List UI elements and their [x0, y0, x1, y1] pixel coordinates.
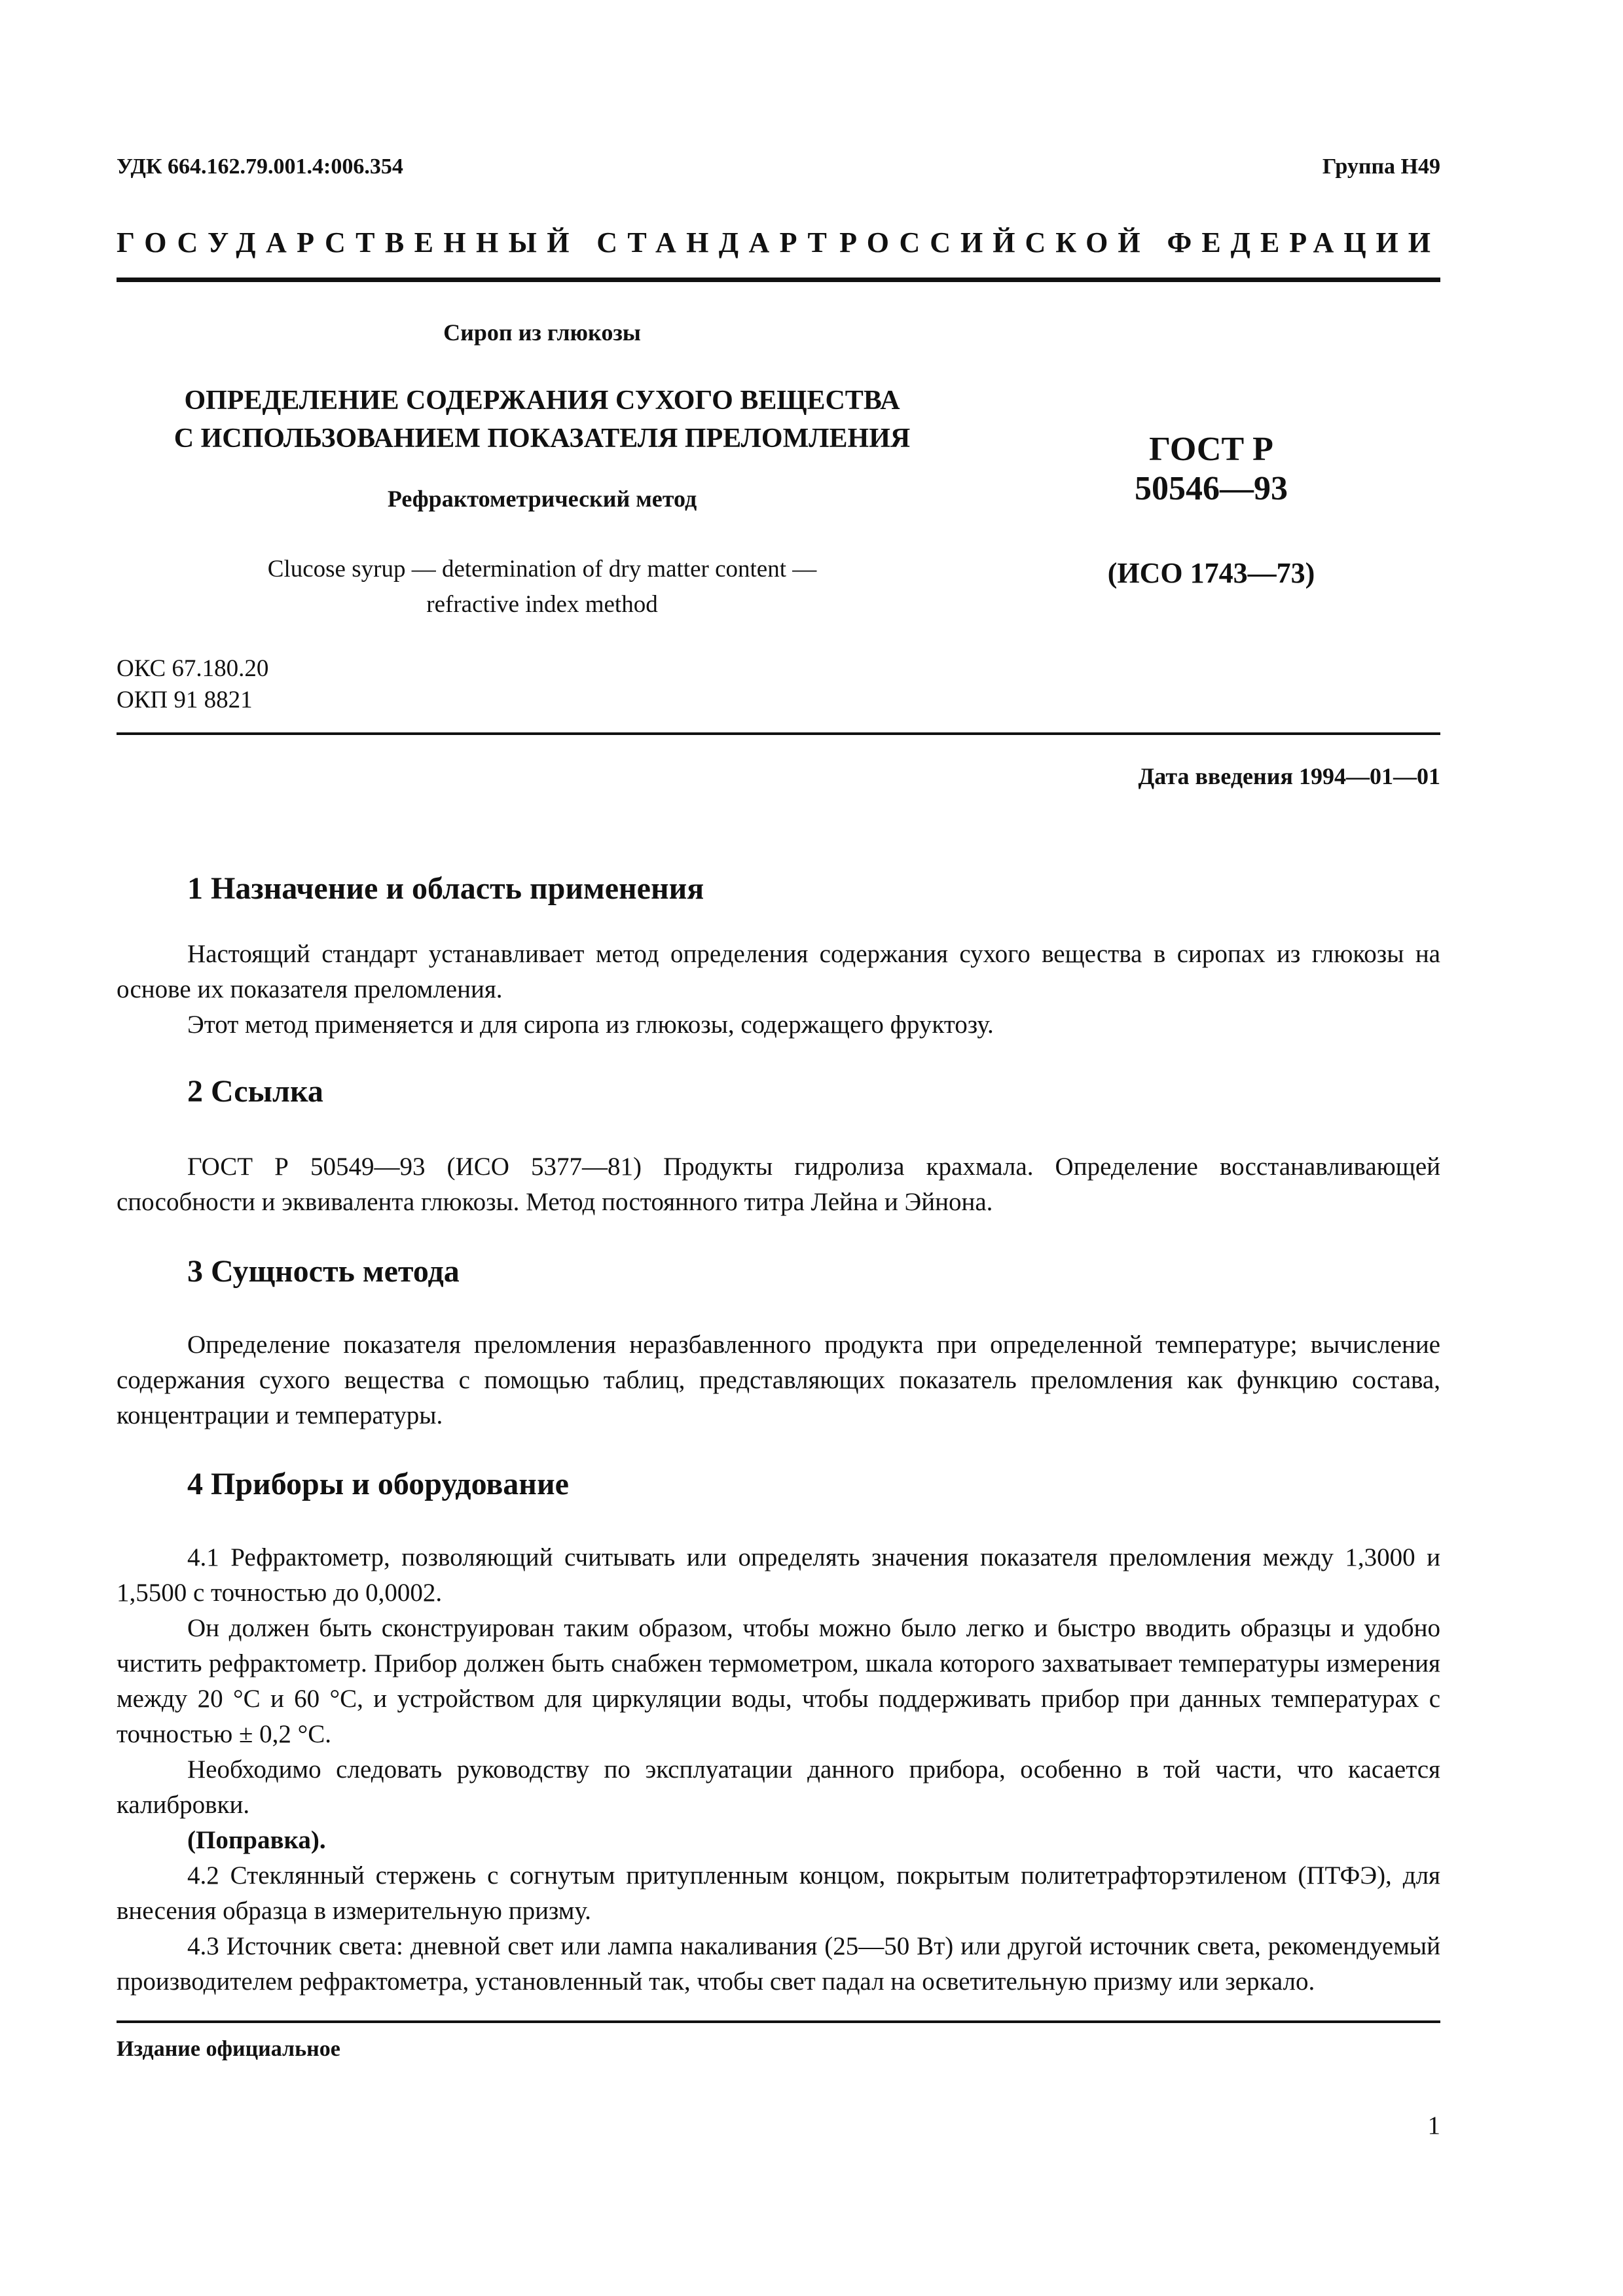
title-line-1: ОПРЕДЕЛЕНИЕ СОДЕРЖАНИЯ СУХОГО ВЕЩЕСТВА [184, 386, 900, 416]
section-4-paragraph-5: 4.2 Стеклянный стержень с согнутым притупленным концом, покрытым политетрафторэтиленом (ПТФЭ), для внесения образца в измерительную призму. [117, 1861, 1440, 1925]
state-standard-banner [117, 226, 1440, 259]
section-4-body [117, 1540, 1440, 2000]
section-2-body [117, 1149, 1440, 1220]
english-title-line-2: refractive index method [426, 591, 658, 618]
section-1-body [117, 937, 1440, 1043]
section-3-body [117, 1327, 1440, 1433]
introduction-date: Дата введения 1994—01—01 [1138, 763, 1440, 789]
section-1-paragraph-1: Настоящий стандарт устанавливает метод определения содержания сухого вещества в сиропах из глюкозы на основе их показателя преломления. [117, 940, 1440, 1003]
title-line-2: С ИСПОЛЬЗОВАНИЕМ ПОКАЗАТЕЛЯ ПРЕЛОМЛЕНИЯ [173, 423, 911, 454]
gost-designation [1015, 430, 1408, 509]
footer-divider [117, 2020, 1440, 2023]
group-code: Группа Н49 [1322, 154, 1440, 179]
edition-label: Издание официальное [117, 2037, 340, 2061]
state-standard-left: ГОСУДАРСТВЕННЫЙ СТАНДАРТ [117, 226, 837, 259]
section-4-paragraph-2: Он должен быть сконструирован таким образом, чтобы можно было легко и быстро вводить образцы и удобно чистить рефрактометр. Прибор должен быть снабжен термометром, шкала которого захватывает температуры измерения между 20 °С и 60 °С, и устройством для циркуляции воды, чтобы поддерживать прибор при данных температурах с точностью ± 0,2 °С. [117, 1614, 1440, 1748]
document-title [117, 382, 968, 457]
section-2-heading: 2 Ссылка [187, 1074, 323, 1109]
section-4-paragraph-1: 4.1 Рефрактометр, позволяющий считывать или определять значения показателя преломления между 1,3000 и 1,5500 с точностью до 0,0002. [117, 1543, 1440, 1607]
section-1-paragraph-2: Этот метод применяется и для сиропа из глюкозы, содержащего фруктозу. [187, 1011, 994, 1039]
english-title [117, 552, 968, 622]
gost-line-1: ГОСТ Р [1149, 431, 1273, 468]
header-divider [117, 278, 1440, 282]
oks-code: ОКС 67.180.20 [117, 655, 269, 682]
section-1-heading: 1 Назначение и область применения [187, 871, 704, 906]
section-2-paragraph-1: ГОСТ Р 50549—93 (ИСО 5377—81) Продукты гидролиза крахмала. Определение восстанавливающей способности и эквивалента глюкозы. Метод постоянного титра Лейна и Эйнона. [117, 1153, 1440, 1216]
english-title-line-1: Clucose syrup — determination of dry matter content — [267, 556, 817, 583]
iso-reference: (ИСО 1743—73) [1107, 557, 1315, 589]
section-3-heading: 3 Сущность метода [187, 1254, 460, 1289]
classification-codes [117, 653, 268, 716]
method-name: Рефрактометрический метод [387, 486, 697, 512]
page-number: 1 [1427, 2111, 1440, 2140]
section-4-heading: 4 Приборы и оборудование [187, 1467, 569, 1501]
okp-code: ОКП 91 8821 [117, 687, 253, 713]
title-block-divider [117, 732, 1440, 735]
section-4-paragraph-6: 4.3 Источник света: дневной свет или лампа накаливания (25—50 Вт) или другой источник света, рекомендуемый производителем рефрактометра, установленный так, чтобы свет падал на осветительную призму или зеркало. [117, 1932, 1440, 1996]
state-standard-right: РОССИЙСКОЙ ФЕДЕРАЦИИ [839, 226, 1440, 259]
product-name: Сироп из глюкозы [443, 319, 641, 346]
gost-line-2: 50546—93 [1135, 470, 1288, 507]
section-3-paragraph-1: Определение показателя преломления неразбавленного продукта при определенной температуре; вычисление содержания сухого вещества с помощью таблиц, представляющих показатель преломления как функцию состава, концентрации и температуры. [117, 1331, 1440, 1429]
udk-code: УДК 664.162.79.001.4:006.354 [117, 154, 403, 179]
section-4-amendment: (Поправка). [187, 1826, 326, 1854]
section-4-paragraph-3: Необходимо следовать руководству по эксплуатации данного прибора, особенно в той части, что касается калибровки. [117, 1755, 1440, 1819]
